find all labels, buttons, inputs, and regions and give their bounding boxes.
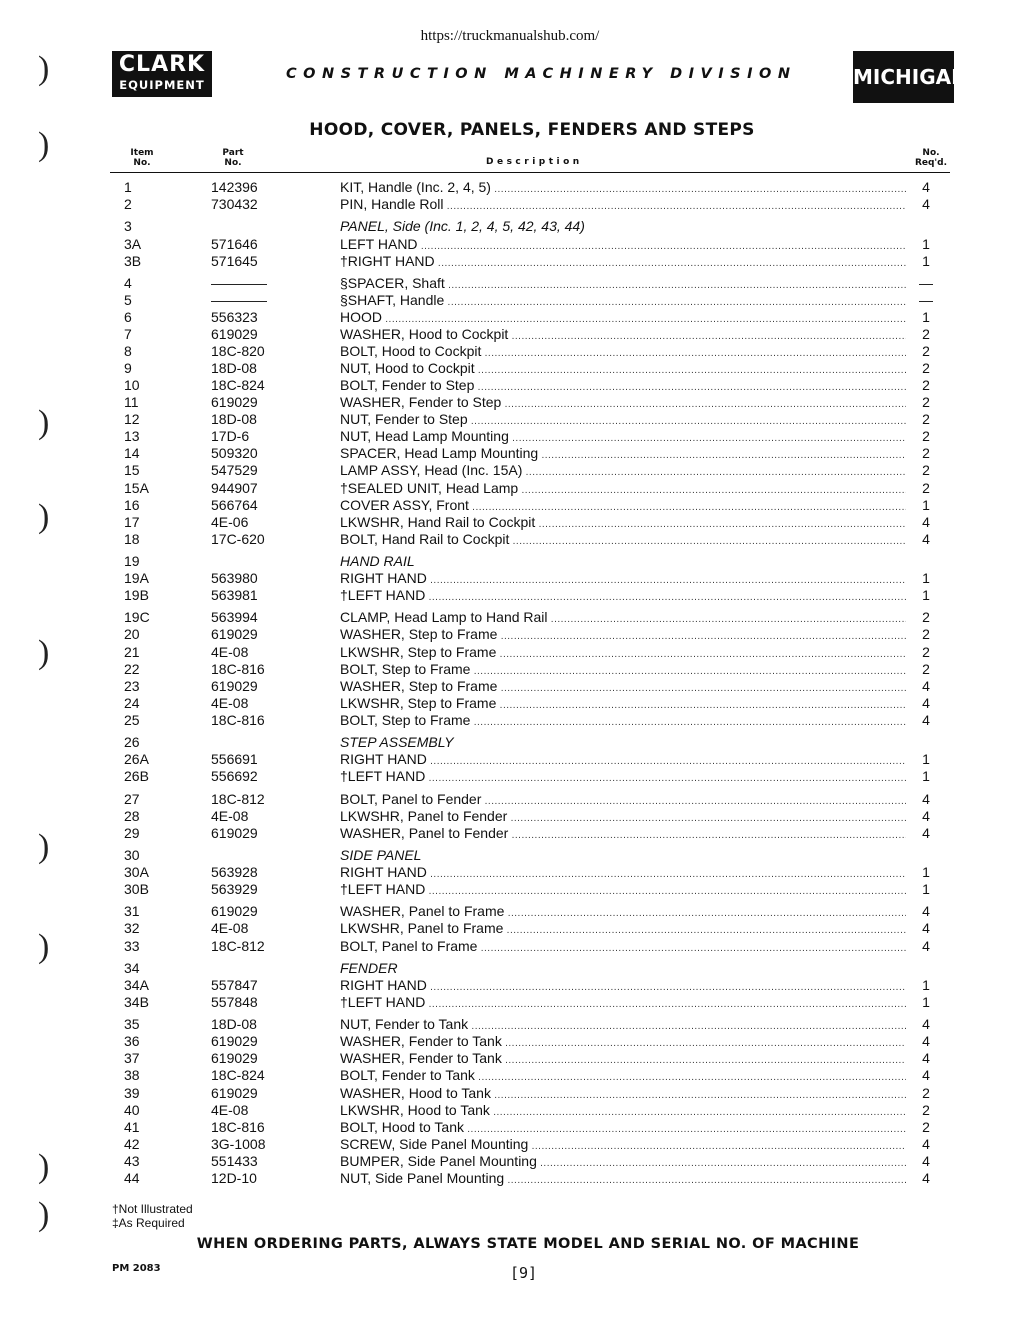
part-number: 619029 [211,394,258,411]
item-number: 19B [124,587,149,603]
quantity-required: 4 [922,824,930,841]
part-description: †LEFT HAND ..... [340,881,906,900]
part-number: 557848 [211,993,258,1010]
item-number: 11 [124,394,139,411]
quantity-required: 2 [922,643,930,660]
part-number: 509320 [211,445,258,462]
table-row [0,1067,1020,1084]
table-row [0,497,1020,514]
item-number: 19A [124,570,149,586]
table-row [0,377,1020,394]
footnotes [112,1202,193,1230]
quantity-required: 4 [922,179,930,195]
part-description: SIDE PANEL [340,846,422,863]
item-number: 38 [124,1067,140,1084]
table-row [0,343,1020,360]
part-number: 4E-08 [211,694,249,711]
item-number: 44 [124,1169,140,1186]
table-row [0,1085,1020,1102]
item-number: 13 [124,428,140,445]
item-number: 25 [124,711,140,728]
part-number: 619029 [211,677,258,694]
part-number: 556323 [211,309,258,325]
table-row [0,864,1020,881]
part-description: BOLT, Hood to Cockpit ..... [340,343,906,362]
item-number: 22 [124,660,140,677]
quantity-required: 2 [922,360,930,377]
part-description: STEP ASSEMBLY [340,734,454,750]
item-number: 43 [124,1152,140,1169]
table-row [0,1153,1020,1170]
quantity-required: 2 [922,462,930,479]
part-number: 4E-06 [211,513,249,530]
part-number: 17C-620 [211,530,265,547]
table-row [0,734,1020,751]
binder-hole-mark: ) [38,1148,50,1185]
part-number: 4E-08 [211,807,249,824]
part-description: LKWSHR, Panel to Fender ..... [340,808,906,827]
table-row [0,570,1020,587]
part-number: 571645 [211,252,258,269]
item-number: 26A [124,751,149,768]
item-number: 30 [124,846,140,863]
table-row [0,678,1020,695]
table-row [0,531,1020,548]
item-number: 19 [124,553,140,569]
part-description: NUT, Head Lamp Mounting ..... [340,428,906,447]
item-number: 35 [124,1016,140,1033]
part-description: †LEFT HAND ..... [340,994,906,1013]
part-description: NUT, Side Panel Mounting ..... [340,1170,906,1189]
part-number: 18C-812 [211,937,265,954]
part-description: §SPACER, Shaft ..... [340,275,906,294]
part-number: 619029 [211,903,258,920]
part-number: 571646 [211,235,258,252]
table-row [0,179,1020,196]
part-description: RIGHT HAND ..... [340,751,906,770]
table-row [0,695,1020,712]
table-row [0,428,1020,445]
binder-hole-mark: ) [38,50,50,87]
table-row [0,751,1020,768]
part-number: 563980 [211,570,258,586]
part-number: 619029 [211,1050,258,1067]
table-row [0,253,1020,270]
binder-hole-mark: ) [38,498,50,535]
part-number: 556691 [211,751,258,768]
part-description: BOLT, Hand Rail to Cockpit ..... [340,531,906,550]
quantity-required: 2 [922,394,930,411]
quantity-required: 4 [922,711,930,728]
table-row [0,360,1020,377]
quantity-required: 4 [922,1169,930,1186]
table-row [0,236,1020,253]
quantity-required: 4 [922,196,930,213]
table-row [0,960,1020,977]
item-number: 27 [124,790,140,807]
table-row [0,394,1020,411]
part-description: BOLT, Fender to Step ..... [340,377,906,396]
part-description: RIGHT HAND ..... [340,977,906,996]
table-row [0,587,1020,604]
quantity-required: 4 [922,677,930,694]
quantity-required: 2 [922,411,930,428]
item-number: 15 [124,462,140,479]
item-number: 32 [124,920,140,937]
item-number: 3A [124,235,142,252]
item-number: 2 [124,196,132,213]
part-description: LKWSHR, Hand Rail to Cockpit ..... [340,514,906,533]
part-number: 18D-08 [211,360,257,377]
item-number: 18 [124,530,140,547]
part-description: BOLT, Fender to Tank ..... [340,1067,906,1086]
footnote-as-required: ‡As Required [112,1216,185,1230]
part-description: BOLT, Step to Frame ..... [340,712,906,731]
part-description: WASHER, Fender to Step ..... [340,394,906,413]
part-description: CLAMP, Head Lamp to Hand Rail ..... [340,609,906,628]
ordering-instruction: WHEN ORDERING PARTS, ALWAYS STATE MODEL AND SERIAL NO. OF MACHINE [196,1236,860,1252]
table-row [0,881,1020,898]
table-row [0,847,1020,864]
quantity-required: 1 [922,993,930,1010]
part-description: LKWSHR, Panel to Frame ..... [340,920,906,939]
quantity-required: 2 [922,1101,930,1118]
page-number: [9] [510,1264,538,1282]
part-description: WASHER, Panel to Fender ..... [340,825,906,844]
part-number: 563929 [211,881,258,897]
table-row [0,938,1020,955]
item-number: 42 [124,1135,140,1152]
clark-logo-line2: EQUIPMENT [119,78,205,92]
item-number: 8 [124,343,132,360]
part-number: 4E-08 [211,643,249,660]
item-number: 26B [124,768,149,785]
part-number: 944907 [211,479,258,496]
item-number: 5 [124,291,132,308]
quantity-required: — [919,274,933,291]
item-number: 40 [124,1101,140,1118]
part-number: ———— [211,291,267,308]
footnote-not-illustrated: †Not Illustrated [112,1202,193,1216]
quantity-required: 4 [922,1067,930,1084]
table-row [0,768,1020,785]
source-url[interactable]: https://truckmanualshub.com/ [420,28,600,44]
item-number: 4 [124,274,132,291]
part-number: 18C-824 [211,1067,265,1084]
quantity-required: 1 [922,235,930,252]
part-description: BOLT, Panel to Fender ..... [340,791,906,810]
quantity-required: 4 [922,937,930,954]
part-number: 563994 [211,609,258,626]
column-header-item-line2: No. [133,158,151,168]
quantity-required: 2 [922,1084,930,1101]
column-header-item-line1: Item [130,148,154,158]
part-number: 619029 [211,626,258,643]
part-number: 18D-08 [211,1016,257,1033]
quantity-required: 2 [922,445,930,462]
part-description: †SEALED UNIT, Head Lamp ..... [340,480,906,499]
part-description: BOLT, Hood to Tank ..... [340,1119,906,1138]
item-number: 34B [124,993,149,1010]
table-row [0,514,1020,531]
quantity-required: 4 [922,694,930,711]
quantity-required: 4 [922,807,930,824]
table-row [0,1033,1020,1050]
table-row [0,445,1020,462]
part-description: §SHAFT, Handle ..... [340,292,906,311]
part-description: LEFT HAND ..... [340,236,906,255]
quantity-required: 2 [922,479,930,496]
part-number: 557847 [211,976,258,993]
part-description: BOLT, Panel to Frame ..... [340,938,906,957]
part-number: 547529 [211,462,258,479]
part-description: SPACER, Head Lamp Mounting ..... [340,445,906,464]
part-description: LAMP ASSY, Head (Inc. 15A) ..... [340,462,906,481]
item-number: 9 [124,360,132,377]
part-number: 730432 [211,196,258,213]
quantity-required: 4 [922,1152,930,1169]
table-row [0,326,1020,343]
item-number: 24 [124,694,140,711]
part-number: 551433 [211,1152,258,1169]
part-description: HAND RAIL [340,553,415,569]
item-number: 37 [124,1050,140,1067]
part-number: 142396 [211,179,258,195]
part-description: RIGHT HAND ..... [340,570,906,589]
item-number: 39 [124,1084,140,1101]
part-description: †LEFT HAND ..... [340,768,906,787]
table-row [0,411,1020,428]
table-row [0,1170,1020,1187]
item-number: 31 [124,903,140,920]
quantity-required: 4 [922,790,930,807]
item-number: 17 [124,513,140,530]
binder-hole-mark: ) [38,126,50,163]
part-description: COVER ASSY, Front ..... [340,497,906,516]
table-row [0,994,1020,1011]
item-number: 36 [124,1033,140,1050]
quantity-required: 4 [922,1050,930,1067]
part-number: 4E-08 [211,920,249,937]
document-number: PM 2083 [112,1263,161,1274]
part-description: NUT, Hood to Cockpit ..... [340,360,906,379]
part-number: 18C-820 [211,343,265,360]
table-row [0,1016,1020,1033]
part-description: WASHER, Hood to Tank ..... [340,1085,906,1104]
part-description: WASHER, Hood to Cockpit ..... [340,326,906,345]
table-row [0,292,1020,309]
item-number: 6 [124,309,132,325]
part-description: WASHER, Step to Frame ..... [340,626,906,645]
part-description: FENDER [340,959,398,976]
item-number: 3B [124,252,142,269]
part-number: 17D-6 [211,428,250,445]
item-number: 30B [124,881,149,897]
item-number: 34 [124,959,140,976]
table-row [0,309,1020,326]
quantity-required: 1 [922,252,930,269]
part-description: BUMPER, Side Panel Mounting ..... [340,1153,906,1172]
binder-hole-mark: ) [38,404,50,441]
table-row [0,661,1020,678]
table-row [0,920,1020,937]
binder-hole-mark: ) [38,634,50,671]
part-description: BOLT, Step to Frame ..... [340,661,906,680]
item-number: 3 [124,218,132,235]
table-row [0,644,1020,661]
michigan-logo: MICHIGAN [853,51,954,103]
item-number: 14 [124,445,140,462]
part-description: RIGHT HAND ..... [340,864,906,883]
item-number: 33 [124,937,140,954]
quantity-required: 2 [922,343,930,360]
part-description: LKWSHR, Step to Frame ..... [340,644,906,663]
table-row [0,1119,1020,1136]
quantity-required: 1 [922,881,930,897]
item-number: 26 [124,734,140,750]
item-number: 1 [124,179,132,195]
part-description: †RIGHT HAND ..... [340,253,906,272]
part-number: 556692 [211,768,258,785]
item-number: 15A [124,479,149,496]
quantity-required: 1 [922,496,930,513]
quantity-required: 1 [922,751,930,768]
table-row [0,808,1020,825]
quantity-required: 1 [922,864,930,880]
part-description: PIN, Handle Roll ..... [340,196,906,215]
item-number: 34A [124,976,149,993]
table-row [0,977,1020,994]
binder-hole-mark: ) [38,928,50,965]
item-number: 7 [124,326,132,342]
part-description: WASHER, Step to Frame ..... [340,678,906,697]
part-number: 4E-08 [211,1101,249,1118]
table-row [0,791,1020,808]
item-number: 41 [124,1118,140,1135]
part-description: KIT, Handle (Inc. 2, 4, 5) ..... [340,179,906,198]
table-row [0,903,1020,920]
part-description: NUT, Fender to Step ..... [340,411,906,430]
column-header-part-line2: No. [224,158,242,168]
quantity-required: 2 [922,609,930,626]
part-number: 619029 [211,1084,258,1101]
table-row [0,1050,1020,1067]
item-number: 16 [124,496,140,513]
column-header-description: Description [486,157,583,167]
table-row [0,609,1020,626]
table-row [0,553,1020,570]
quantity-required: 4 [922,530,930,547]
part-description: NUT, Fender to Tank ..... [340,1016,906,1035]
quantity-required: 2 [922,377,930,394]
item-number: 28 [124,807,140,824]
part-description: HOOD ..... [340,309,906,328]
table-row [0,218,1020,235]
table-row [0,480,1020,497]
item-number: 23 [124,677,140,694]
quantity-required: 4 [922,513,930,530]
quantity-required: 4 [922,1016,930,1033]
column-header-part-line1: Part [222,148,244,158]
table-row [0,825,1020,842]
quantity-required: 1 [922,587,930,603]
quantity-required: 4 [922,1135,930,1152]
quantity-required: 1 [922,309,930,325]
column-header-qty-line2: Req'd. [914,158,948,168]
part-description: PANEL, Side (Inc. 1, 2, 4, 5, 42, 43, 44) [340,218,585,235]
part-description: LKWSHR, Hood to Tank ..... [340,1102,906,1121]
part-number: 563928 [211,864,258,880]
part-number: 18C-816 [211,1118,265,1135]
part-number: ———— [211,274,267,291]
quantity-required: 1 [922,570,930,586]
part-number: 18D-08 [211,411,257,428]
table-row [0,626,1020,643]
part-number: 18C-816 [211,660,265,677]
quantity-required: 2 [922,428,930,445]
quantity-required: 2 [922,1118,930,1135]
quantity-required: — [919,291,933,308]
part-number: 3G-1008 [211,1135,266,1152]
table-row [0,1102,1020,1119]
item-number: 30A [124,864,149,880]
quantity-required: 1 [922,976,930,993]
binder-hole-mark: ) [38,828,50,865]
table-row [0,1136,1020,1153]
part-description: LKWSHR, Step to Frame ..... [340,695,906,714]
item-number: 20 [124,626,140,643]
part-description: WASHER, Fender to Tank ..... [340,1050,906,1069]
quantity-required: 2 [922,326,930,342]
item-number: 12 [124,411,140,428]
part-description: †LEFT HAND ..... [340,587,906,606]
item-number: 19C [124,609,150,626]
quantity-required: 1 [922,768,930,785]
table-row [0,196,1020,213]
part-number: 619029 [211,326,258,342]
division-heading: CONSTRUCTION MACHINERY DIVISION [286,66,797,82]
table-row [0,462,1020,479]
part-number: 619029 [211,824,258,841]
part-number: 619029 [211,1033,258,1050]
part-description: WASHER, Fender to Tank ..... [340,1033,906,1052]
item-number: 29 [124,824,140,841]
part-number: 12D-10 [211,1169,257,1186]
part-number: 18C-824 [211,377,265,394]
clark-logo-line1: CLARK [118,52,206,77]
column-header-qty-line1: No. [922,148,940,158]
binder-hole-mark: ) [38,1196,50,1233]
quantity-required: 4 [922,903,930,920]
item-number: 21 [124,643,140,660]
part-description: SCREW, Side Panel Mounting ..... [340,1136,906,1155]
part-number: 18C-816 [211,711,265,728]
part-number: 18C-812 [211,790,265,807]
item-number: 10 [124,377,140,394]
part-number: 566764 [211,496,258,513]
quantity-required: 4 [922,1033,930,1050]
table-row [0,275,1020,292]
quantity-required: 4 [922,920,930,937]
quantity-required: 2 [922,660,930,677]
page-title: HOOD, COVER, PANELS, FENDERS AND STEPS [309,120,755,140]
quantity-required: 2 [922,626,930,643]
part-number: 563981 [211,587,258,603]
table-row [0,712,1020,729]
part-description: WASHER, Panel to Frame ..... [340,903,906,922]
